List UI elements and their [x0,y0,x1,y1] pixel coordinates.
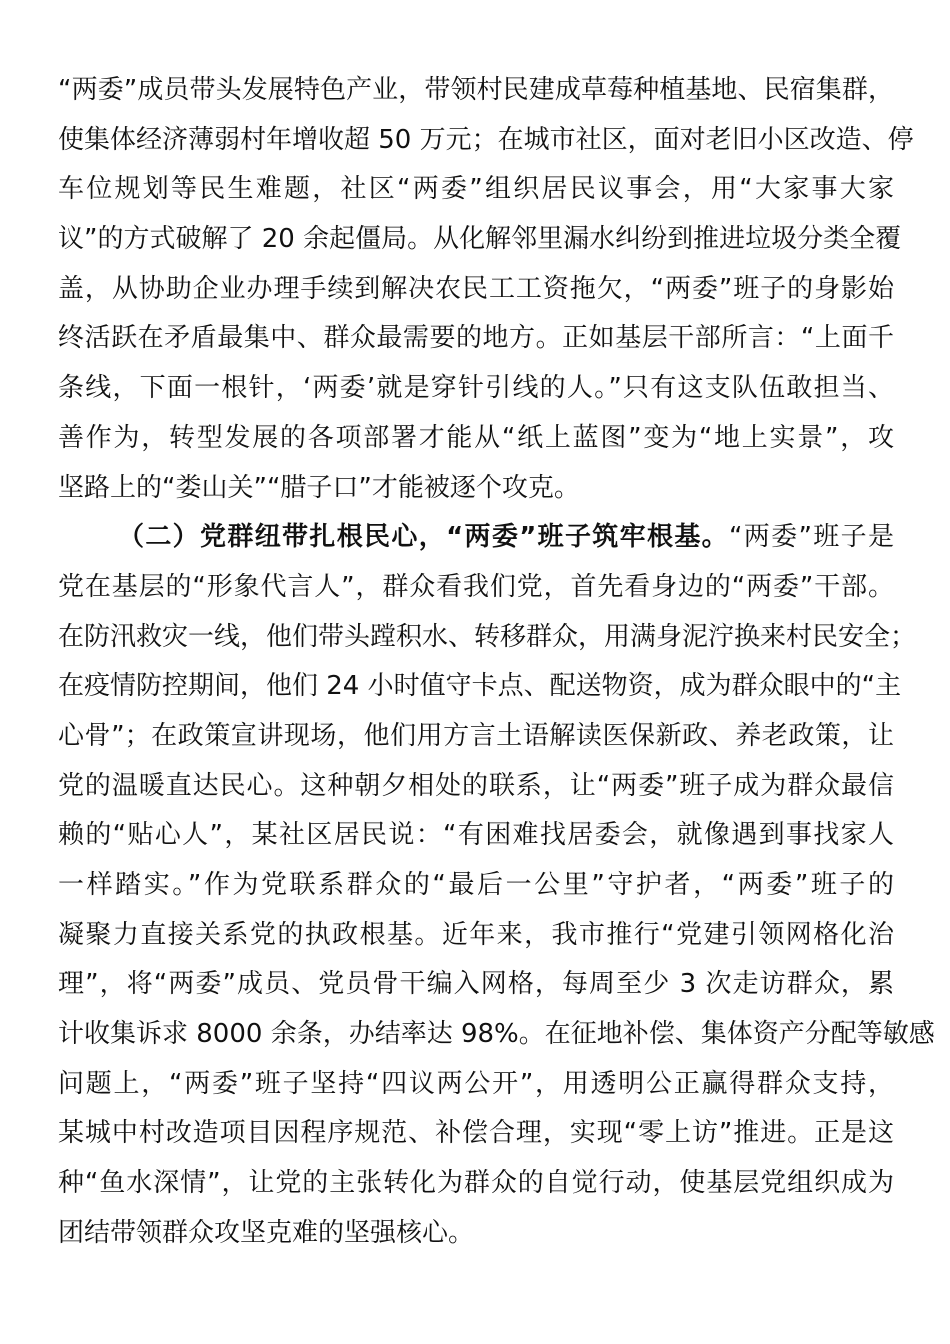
text-line: 某城中村改造项目因程序规范、补偿合理，实现“零上访”推进。正是这 [58,1118,894,1149]
text-line: 一样踏实。”作为党联系群众的“最后一公里”守护者，“两委”班子的 [58,870,894,900]
text-line: 赖的“贴心人”，某社区居民说：“有困难找居委会，就像遇到事找家人 [58,820,894,851]
text-line: 问题上，“两委”班子坚持“四议两公开”，用透明公正赢得群众支持， [58,1068,894,1099]
text-line: 终活跃在矛盾最集中、群众最需要的地方。正如基层干部所言：“上面千 [58,323,894,354]
text-line: 条线，下面一根针，‘两委’就是穿针引线的人。”只有这支队伍敢担当、 [58,373,894,404]
text-line: 坚路上的“娄山关”“腊子口”才能被逐个攻克。 [58,472,580,503]
text-line: 计收集诉求 8000 余条，办结率达 98%。在征地补偿、集体资产分配等敏感 [58,1019,935,1050]
paragraph-two [58,513,935,1258]
text-line: 理”，将“两委”成员、党员骨干编入网格，每周至少 3 次走访群众，累 [58,969,894,1000]
text-line: 党在基层的“形象代言人”，群众看我们党，首先看身边的“两委”干部。 [58,571,894,602]
text-line: 善作为，转型发展的各项部署才能从“纸上蓝图”变为“地上实景”，攻 [58,422,894,453]
heading-line-rest: “两委”班子是 [729,522,894,553]
text-line: 心骨”；在政策宣讲现场，他们用方言土语解读医保新政、养老政策，让 [58,720,894,751]
text-line: 盖，从协助企业办理手续到解决农民工工资拖欠，“两委”班子的身影始 [58,273,894,304]
section-heading: （二）党群纽带扎根民心，“两委”班子筑牢根基。 [118,522,729,553]
document-page [58,66,935,1259]
text-line: 使集体经济薄弱村年增收超 50 万元；在城市社区，面对老旧小区改造、停 [58,124,914,155]
text-line: 车位规划等民生难题，社区“两委”组织居民议事会，用“大家事大家 [58,174,894,205]
section-heading-line [58,513,894,563]
text-line: 议”的方式破解了 20 余起僵局。从化解邻里漏水纠纷到推进垃圾分类全覆 [58,224,902,255]
text-line: 种“鱼水深情”，让党的主张转化为群众的自觉行动，使基层党组织成为 [58,1168,894,1199]
text-line: 在防汛救灾一线，他们带头蹚积水、转移群众，用满身泥泞换来村民安全； [58,621,917,652]
text-line: 党的温暖直达民心。这种朝夕相处的联系，让“两委”班子成为群众最信 [58,770,894,801]
text-line: 团结带领群众攻坚克难的坚强核心。 [58,1217,475,1248]
text-line: “两委”成员带头发展特色产业，带领村民建成草莓种植基地、民宿集群， [58,75,894,105]
paragraph-one [58,66,914,513]
text-line: 凝聚力直接关系党的执政根基。近年来，我市推行“党建引领网格化治 [58,919,894,950]
text-line: 在疫情防控期间，他们 24 小时值守卡点、配送物资，成为群众眼中的“主 [58,671,902,702]
